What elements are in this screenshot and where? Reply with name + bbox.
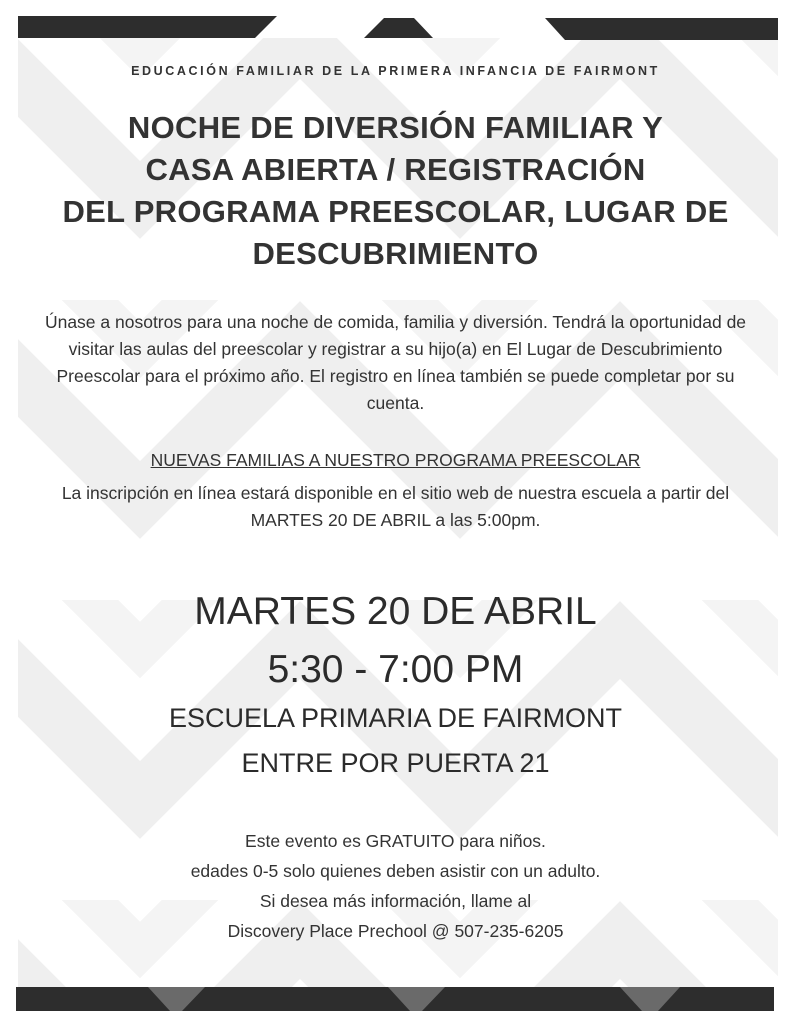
title-line-3: DEL PROGRAMA PREESCOLAR, LUGAR DE — [62, 194, 729, 229]
organization-name: EDUCACIÓN FAMILIAR DE LA PRIMERA INFANCIA DE FAIRMONT — [131, 64, 660, 78]
new-families-body: La inscripción en línea estará disponible en el sitio web de nuestra escuela a partir del MARTES 20 DE ABRIL a las 5:00pm. — [61, 483, 730, 530]
flyer-title — [0, 107, 791, 275]
event-date: MARTES 20 DE ABRIL — [194, 590, 597, 633]
info-line-4: Discovery Place Prechool @ 507-235-6205 — [227, 921, 564, 941]
title-line-1: NOCHE DE DIVERSIÓN FAMILIAR Y — [127, 110, 664, 145]
event-entrance: ENTRE POR PUERTA 21 — [241, 748, 550, 778]
title-line-2: CASA ABIERTA / REGISTRACIÓN — [145, 152, 646, 187]
event-time: 5:30 - 7:00 PM — [267, 648, 524, 691]
info-block — [60, 826, 731, 946]
event-location: ESCUELA PRIMARIA DE FAIRMONT — [168, 703, 623, 733]
info-line-2: edades 0-5 solo quienes deben asistir con un adulto. — [190, 861, 601, 881]
title-line-4: DESCUBRIMIENTO — [252, 236, 539, 271]
new-families-heading: NUEVAS FAMILIAS A NUESTRO PROGRAMA PREESCOLAR — [150, 450, 641, 470]
intro-paragraph: Únase a nosotros para una noche de comida, familia y diversión. Tendrá la oportunidad de visitar las aulas del preescolar y registrar a su hijo(a) en El Lugar de Descubrimiento Preescolar para el próximo año. El registro en línea también se puede completar por su cuenta. — [44, 312, 747, 413]
info-line-1: Este evento es GRATUITO para niños. — [245, 831, 546, 851]
info-line-3: Si desea más información, llame al — [259, 891, 532, 911]
